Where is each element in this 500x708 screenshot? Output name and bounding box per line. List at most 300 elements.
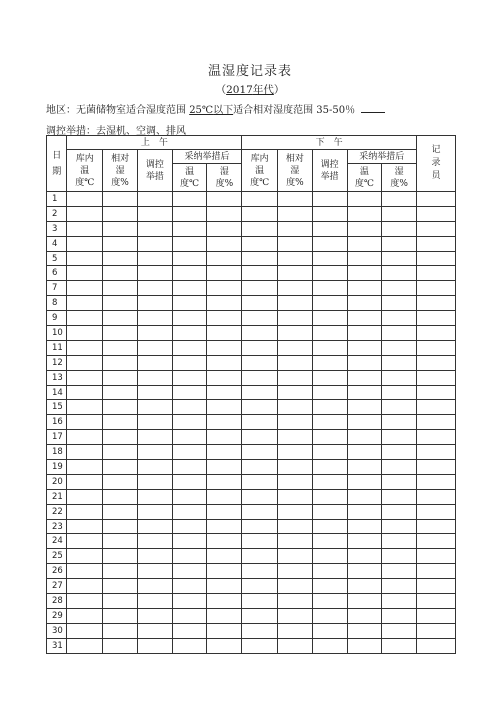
entry-cell[interactable] (67, 519, 103, 534)
entry-cell[interactable] (312, 385, 347, 400)
entry-cell[interactable] (137, 489, 172, 504)
entry-cell[interactable] (103, 460, 138, 475)
region-blank-field[interactable] (361, 103, 385, 113)
entry-cell[interactable] (207, 579, 242, 594)
entry-cell[interactable] (242, 594, 278, 609)
entry-cell[interactable] (347, 474, 382, 489)
entry-cell[interactable] (347, 608, 382, 623)
entry-cell[interactable] (137, 281, 172, 296)
entry-cell[interactable] (278, 340, 313, 355)
entry-cell[interactable] (67, 400, 103, 415)
entry-cell[interactable] (382, 534, 417, 549)
entry-cell[interactable] (242, 623, 278, 638)
entry-cell[interactable] (382, 400, 417, 415)
entry-cell[interactable] (417, 206, 456, 221)
entry-cell[interactable] (67, 221, 103, 236)
entry-cell[interactable] (172, 579, 207, 594)
entry-cell[interactable] (67, 355, 103, 370)
entry-cell[interactable] (417, 221, 456, 236)
entry-cell[interactable] (67, 206, 103, 221)
entry-cell[interactable] (417, 311, 456, 326)
entry-cell[interactable] (242, 326, 278, 341)
entry-cell[interactable] (67, 340, 103, 355)
entry-cell[interactable] (417, 519, 456, 534)
entry-cell[interactable] (67, 489, 103, 504)
entry-cell[interactable] (417, 534, 456, 549)
entry-cell[interactable] (103, 355, 138, 370)
entry-cell[interactable] (278, 460, 313, 475)
entry-cell[interactable] (172, 519, 207, 534)
entry-cell[interactable] (137, 594, 172, 609)
entry-cell[interactable] (242, 534, 278, 549)
entry-cell[interactable] (382, 192, 417, 207)
entry-cell[interactable] (382, 340, 417, 355)
entry-cell[interactable] (172, 355, 207, 370)
entry-cell[interactable] (67, 623, 103, 638)
entry-cell[interactable] (242, 266, 278, 281)
entry-cell[interactable] (382, 415, 417, 430)
entry-cell[interactable] (103, 504, 138, 519)
entry-cell[interactable] (172, 385, 207, 400)
entry-cell[interactable] (137, 370, 172, 385)
entry-cell[interactable] (347, 638, 382, 653)
entry-cell[interactable] (382, 445, 417, 460)
entry-cell[interactable] (137, 579, 172, 594)
entry-cell[interactable] (172, 474, 207, 489)
entry-cell[interactable] (103, 236, 138, 251)
entry-cell[interactable] (242, 236, 278, 251)
entry-cell[interactable] (382, 266, 417, 281)
entry-cell[interactable] (172, 192, 207, 207)
entry-cell[interactable] (382, 519, 417, 534)
entry-cell[interactable] (382, 564, 417, 579)
entry-cell[interactable] (207, 281, 242, 296)
entry-cell[interactable] (172, 594, 207, 609)
entry-cell[interactable] (137, 296, 172, 311)
entry-cell[interactable] (278, 504, 313, 519)
entry-cell[interactable] (278, 296, 313, 311)
entry-cell[interactable] (137, 400, 172, 415)
entry-cell[interactable] (207, 445, 242, 460)
entry-cell[interactable] (67, 549, 103, 564)
entry-cell[interactable] (242, 311, 278, 326)
entry-cell[interactable] (312, 445, 347, 460)
entry-cell[interactable] (103, 192, 138, 207)
entry-cell[interactable] (312, 519, 347, 534)
entry-cell[interactable] (312, 400, 347, 415)
entry-cell[interactable] (67, 594, 103, 609)
entry-cell[interactable] (417, 340, 456, 355)
entry-cell[interactable] (347, 326, 382, 341)
entry-cell[interactable] (172, 504, 207, 519)
entry-cell[interactable] (67, 385, 103, 400)
entry-cell[interactable] (172, 415, 207, 430)
entry-cell[interactable] (347, 564, 382, 579)
entry-cell[interactable] (103, 266, 138, 281)
entry-cell[interactable] (172, 221, 207, 236)
entry-cell[interactable] (417, 355, 456, 370)
entry-cell[interactable] (347, 221, 382, 236)
entry-cell[interactable] (207, 192, 242, 207)
entry-cell[interactable] (278, 623, 313, 638)
entry-cell[interactable] (242, 549, 278, 564)
entry-cell[interactable] (347, 266, 382, 281)
entry-cell[interactable] (417, 236, 456, 251)
entry-cell[interactable] (172, 549, 207, 564)
entry-cell[interactable] (278, 400, 313, 415)
entry-cell[interactable] (278, 489, 313, 504)
entry-cell[interactable] (278, 370, 313, 385)
entry-cell[interactable] (207, 326, 242, 341)
entry-cell[interactable] (103, 385, 138, 400)
entry-cell[interactable] (312, 594, 347, 609)
entry-cell[interactable] (137, 623, 172, 638)
entry-cell[interactable] (417, 489, 456, 504)
entry-cell[interactable] (347, 534, 382, 549)
entry-cell[interactable] (207, 549, 242, 564)
entry-cell[interactable] (417, 579, 456, 594)
entry-cell[interactable] (278, 474, 313, 489)
entry-cell[interactable] (312, 221, 347, 236)
entry-cell[interactable] (347, 594, 382, 609)
entry-cell[interactable] (242, 370, 278, 385)
entry-cell[interactable] (382, 460, 417, 475)
entry-cell[interactable] (347, 519, 382, 534)
entry-cell[interactable] (278, 549, 313, 564)
entry-cell[interactable] (242, 489, 278, 504)
entry-cell[interactable] (67, 504, 103, 519)
entry-cell[interactable] (382, 251, 417, 266)
entry-cell[interactable] (103, 326, 138, 341)
entry-cell[interactable] (347, 385, 382, 400)
entry-cell[interactable] (382, 489, 417, 504)
entry-cell[interactable] (103, 549, 138, 564)
entry-cell[interactable] (278, 519, 313, 534)
entry-cell[interactable] (347, 445, 382, 460)
entry-cell[interactable] (278, 266, 313, 281)
entry-cell[interactable] (67, 281, 103, 296)
entry-cell[interactable] (242, 206, 278, 221)
entry-cell[interactable] (67, 474, 103, 489)
entry-cell[interactable] (103, 608, 138, 623)
entry-cell[interactable] (172, 445, 207, 460)
entry-cell[interactable] (207, 400, 242, 415)
entry-cell[interactable] (207, 266, 242, 281)
entry-cell[interactable] (172, 340, 207, 355)
entry-cell[interactable] (67, 460, 103, 475)
entry-cell[interactable] (67, 579, 103, 594)
entry-cell[interactable] (207, 206, 242, 221)
entry-cell[interactable] (67, 236, 103, 251)
entry-cell[interactable] (67, 370, 103, 385)
entry-cell[interactable] (347, 281, 382, 296)
entry-cell[interactable] (137, 460, 172, 475)
entry-cell[interactable] (312, 311, 347, 326)
entry-cell[interactable] (347, 430, 382, 445)
entry-cell[interactable] (312, 608, 347, 623)
entry-cell[interactable] (312, 579, 347, 594)
entry-cell[interactable] (382, 504, 417, 519)
entry-cell[interactable] (137, 192, 172, 207)
entry-cell[interactable] (207, 623, 242, 638)
entry-cell[interactable] (137, 355, 172, 370)
entry-cell[interactable] (382, 474, 417, 489)
entry-cell[interactable] (312, 489, 347, 504)
entry-cell[interactable] (312, 326, 347, 341)
entry-cell[interactable] (347, 549, 382, 564)
entry-cell[interactable] (137, 504, 172, 519)
entry-cell[interactable] (382, 206, 417, 221)
entry-cell[interactable] (278, 534, 313, 549)
entry-cell[interactable] (278, 326, 313, 341)
entry-cell[interactable] (137, 519, 172, 534)
entry-cell[interactable] (172, 326, 207, 341)
entry-cell[interactable] (417, 445, 456, 460)
entry-cell[interactable] (242, 355, 278, 370)
entry-cell[interactable] (382, 549, 417, 564)
entry-cell[interactable] (242, 296, 278, 311)
entry-cell[interactable] (67, 296, 103, 311)
entry-cell[interactable] (347, 192, 382, 207)
entry-cell[interactable] (347, 623, 382, 638)
entry-cell[interactable] (172, 296, 207, 311)
entry-cell[interactable] (137, 549, 172, 564)
entry-cell[interactable] (347, 311, 382, 326)
entry-cell[interactable] (382, 385, 417, 400)
entry-cell[interactable] (207, 296, 242, 311)
entry-cell[interactable] (312, 504, 347, 519)
entry-cell[interactable] (312, 370, 347, 385)
entry-cell[interactable] (207, 519, 242, 534)
entry-cell[interactable] (207, 430, 242, 445)
entry-cell[interactable] (103, 206, 138, 221)
entry-cell[interactable] (347, 400, 382, 415)
entry-cell[interactable] (67, 564, 103, 579)
entry-cell[interactable] (417, 385, 456, 400)
entry-cell[interactable] (347, 296, 382, 311)
entry-cell[interactable] (417, 638, 456, 653)
entry-cell[interactable] (312, 192, 347, 207)
entry-cell[interactable] (242, 579, 278, 594)
entry-cell[interactable] (103, 638, 138, 653)
entry-cell[interactable] (312, 415, 347, 430)
entry-cell[interactable] (382, 326, 417, 341)
entry-cell[interactable] (172, 489, 207, 504)
entry-cell[interactable] (137, 430, 172, 445)
entry-cell[interactable] (67, 326, 103, 341)
entry-cell[interactable] (278, 355, 313, 370)
entry-cell[interactable] (278, 415, 313, 430)
entry-cell[interactable] (67, 251, 103, 266)
entry-cell[interactable] (172, 638, 207, 653)
entry-cell[interactable] (242, 519, 278, 534)
entry-cell[interactable] (417, 296, 456, 311)
entry-cell[interactable] (382, 623, 417, 638)
entry-cell[interactable] (242, 564, 278, 579)
entry-cell[interactable] (67, 192, 103, 207)
entry-cell[interactable] (67, 415, 103, 430)
entry-cell[interactable] (172, 206, 207, 221)
entry-cell[interactable] (347, 415, 382, 430)
entry-cell[interactable] (382, 355, 417, 370)
entry-cell[interactable] (312, 474, 347, 489)
entry-cell[interactable] (417, 623, 456, 638)
entry-cell[interactable] (347, 251, 382, 266)
entry-cell[interactable] (312, 236, 347, 251)
entry-cell[interactable] (172, 534, 207, 549)
entry-cell[interactable] (382, 221, 417, 236)
entry-cell[interactable] (242, 192, 278, 207)
entry-cell[interactable] (312, 564, 347, 579)
entry-cell[interactable] (172, 251, 207, 266)
entry-cell[interactable] (103, 221, 138, 236)
entry-cell[interactable] (67, 445, 103, 460)
entry-cell[interactable] (103, 340, 138, 355)
entry-cell[interactable] (67, 608, 103, 623)
entry-cell[interactable] (103, 415, 138, 430)
entry-cell[interactable] (172, 623, 207, 638)
entry-cell[interactable] (137, 340, 172, 355)
entry-cell[interactable] (347, 236, 382, 251)
entry-cell[interactable] (312, 281, 347, 296)
entry-cell[interactable] (103, 474, 138, 489)
entry-cell[interactable] (347, 206, 382, 221)
entry-cell[interactable] (207, 534, 242, 549)
entry-cell[interactable] (242, 385, 278, 400)
entry-cell[interactable] (347, 340, 382, 355)
entry-cell[interactable] (207, 460, 242, 475)
entry-cell[interactable] (417, 266, 456, 281)
entry-cell[interactable] (417, 192, 456, 207)
entry-cell[interactable] (172, 400, 207, 415)
entry-cell[interactable] (242, 445, 278, 460)
entry-cell[interactable] (382, 430, 417, 445)
entry-cell[interactable] (172, 266, 207, 281)
entry-cell[interactable] (347, 504, 382, 519)
entry-cell[interactable] (278, 594, 313, 609)
entry-cell[interactable] (67, 638, 103, 653)
entry-cell[interactable] (67, 534, 103, 549)
entry-cell[interactable] (242, 430, 278, 445)
entry-cell[interactable] (382, 370, 417, 385)
entry-cell[interactable] (207, 311, 242, 326)
entry-cell[interactable] (103, 579, 138, 594)
entry-cell[interactable] (103, 519, 138, 534)
entry-cell[interactable] (382, 236, 417, 251)
entry-cell[interactable] (207, 504, 242, 519)
entry-cell[interactable] (347, 355, 382, 370)
entry-cell[interactable] (242, 221, 278, 236)
entry-cell[interactable] (347, 489, 382, 504)
entry-cell[interactable] (312, 251, 347, 266)
entry-cell[interactable] (382, 296, 417, 311)
entry-cell[interactable] (137, 266, 172, 281)
entry-cell[interactable] (103, 251, 138, 266)
entry-cell[interactable] (172, 430, 207, 445)
entry-cell[interactable] (207, 564, 242, 579)
entry-cell[interactable] (67, 430, 103, 445)
entry-cell[interactable] (103, 623, 138, 638)
entry-cell[interactable] (417, 549, 456, 564)
entry-cell[interactable] (172, 608, 207, 623)
entry-cell[interactable] (312, 355, 347, 370)
entry-cell[interactable] (312, 296, 347, 311)
entry-cell[interactable] (242, 608, 278, 623)
entry-cell[interactable] (172, 370, 207, 385)
entry-cell[interactable] (207, 415, 242, 430)
entry-cell[interactable] (242, 474, 278, 489)
entry-cell[interactable] (278, 236, 313, 251)
entry-cell[interactable] (137, 221, 172, 236)
entry-cell[interactable] (417, 504, 456, 519)
entry-cell[interactable] (278, 192, 313, 207)
entry-cell[interactable] (312, 623, 347, 638)
entry-cell[interactable] (382, 311, 417, 326)
entry-cell[interactable] (278, 221, 313, 236)
entry-cell[interactable] (312, 460, 347, 475)
entry-cell[interactable] (312, 430, 347, 445)
entry-cell[interactable] (67, 266, 103, 281)
entry-cell[interactable] (172, 564, 207, 579)
entry-cell[interactable] (103, 281, 138, 296)
entry-cell[interactable] (417, 370, 456, 385)
entry-cell[interactable] (207, 638, 242, 653)
entry-cell[interactable] (103, 564, 138, 579)
entry-cell[interactable] (417, 564, 456, 579)
entry-cell[interactable] (347, 460, 382, 475)
entry-cell[interactable] (172, 281, 207, 296)
year-value[interactable]: 2017 (226, 84, 253, 96)
entry-cell[interactable] (242, 281, 278, 296)
entry-cell[interactable] (137, 251, 172, 266)
entry-cell[interactable] (207, 474, 242, 489)
entry-cell[interactable] (417, 474, 456, 489)
entry-cell[interactable] (242, 415, 278, 430)
entry-cell[interactable] (207, 370, 242, 385)
entry-cell[interactable] (242, 504, 278, 519)
entry-cell[interactable] (207, 594, 242, 609)
entry-cell[interactable] (417, 251, 456, 266)
entry-cell[interactable] (207, 236, 242, 251)
entry-cell[interactable] (137, 638, 172, 653)
entry-cell[interactable] (242, 251, 278, 266)
entry-cell[interactable] (207, 355, 242, 370)
entry-cell[interactable] (137, 608, 172, 623)
entry-cell[interactable] (103, 296, 138, 311)
entry-cell[interactable] (242, 400, 278, 415)
entry-cell[interactable] (137, 236, 172, 251)
entry-cell[interactable] (137, 534, 172, 549)
entry-cell[interactable] (312, 549, 347, 564)
entry-cell[interactable] (312, 534, 347, 549)
entry-cell[interactable] (67, 311, 103, 326)
entry-cell[interactable] (347, 370, 382, 385)
entry-cell[interactable] (312, 638, 347, 653)
entry-cell[interactable] (312, 340, 347, 355)
entry-cell[interactable] (103, 430, 138, 445)
entry-cell[interactable] (278, 430, 313, 445)
entry-cell[interactable] (242, 638, 278, 653)
entry-cell[interactable] (137, 311, 172, 326)
entry-cell[interactable] (207, 608, 242, 623)
entry-cell[interactable] (207, 385, 242, 400)
entry-cell[interactable] (278, 579, 313, 594)
entry-cell[interactable] (103, 311, 138, 326)
entry-cell[interactable] (417, 400, 456, 415)
entry-cell[interactable] (417, 326, 456, 341)
entry-cell[interactable] (207, 489, 242, 504)
entry-cell[interactable] (103, 534, 138, 549)
